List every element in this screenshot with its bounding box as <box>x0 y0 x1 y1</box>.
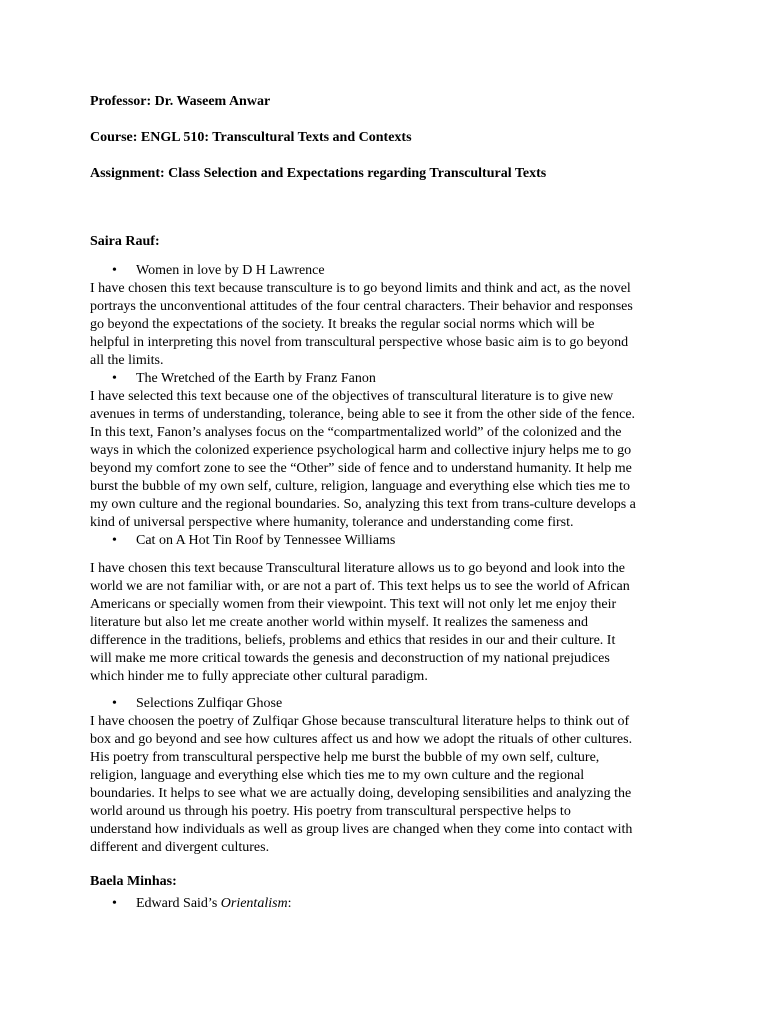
text-title-zulfiqar-ghose: Selections Zulfiqar Ghose <box>136 696 283 711</box>
paragraph-line: kind of universal perspective where humanity, tolerance and understanding come first. <box>90 515 574 530</box>
paragraph-line: religion, language and everything else which ties me to my own culture and the regional <box>90 768 585 783</box>
student-name-saira: Saira Rauf: <box>90 234 160 249</box>
text-title-cat-on-a-hot-tin-roof: Cat on A Hot Tin Roof by Tennessee Williams <box>136 533 396 548</box>
text-title-wretched-of-the-earth: The Wretched of the Earth by Franz Fanon <box>136 371 376 386</box>
student-name-baela: Baela Minhas: <box>90 874 177 889</box>
paragraph-line: burst the bubble of my own self, culture, religion, language and everything else which ties me to <box>90 479 631 494</box>
paragraph-line: Americans or specially women from their viewpoint. This text will not only let me enjoy their <box>90 597 617 612</box>
paragraph-line: boundaries. It helps to see what we are actually doing, developing sensibilities and analyzing the <box>90 786 632 801</box>
paragraph-cat-on-a-hot-tin-roof <box>90 560 682 686</box>
paragraph-line: different and divergent cultures. <box>90 840 270 855</box>
paragraph-line: In this text, Fanon’s analyses focus on the “compartmentalized world” of the colonized and the <box>90 425 622 440</box>
paragraph-line: will make me more critical towards the genesis and deconstruction of my national prejudices <box>90 651 610 666</box>
paragraph-women-in-love <box>90 280 682 370</box>
paragraph-line: understand how individuals as well as group lives are changed when they come into contact with <box>90 822 633 837</box>
bullet-marker: • <box>112 263 117 278</box>
bullet-marker: • <box>112 371 117 386</box>
paragraph-line: His poetry from transcultural perspective help me burst the bubble of my own self, culture, <box>90 750 600 765</box>
assignment-line: Assignment: Class Selection and Expectations regarding Transcultural Texts <box>90 166 547 181</box>
paragraph-line: ways in which the colonized experience psychological harm and collective injury helps me to go <box>90 443 632 458</box>
paragraph-line: world we are not familiar with, or are not a part of. This text helps us to see the world of African <box>90 579 630 594</box>
bullet-marker: • <box>112 696 117 711</box>
paragraph-line: beyond my comfort zone to see the “Other” side of fence and to understand humanity. It help me <box>90 461 632 476</box>
paragraph-line: my own culture and the regional boundaries. So, analyzing this text from trans-culture develops a <box>90 497 636 512</box>
professor-line: Professor: Dr. Waseem Anwar <box>90 94 271 109</box>
paragraph-line: I have choosen the poetry of Zulfiqar Ghose because transcultural literature helps to think out of <box>90 714 630 729</box>
bullet-marker: • <box>112 896 117 911</box>
paragraph-line: I have chosen this text because transculture is to go beyond limits and think and act, as the novel <box>90 281 631 296</box>
orientalism-title-italic: Orientalism <box>220 896 288 911</box>
paragraph-line: literature but also let me create another world within myself. It realizes the sameness and <box>90 615 588 630</box>
paragraph-line: go beyond the expectations of the society. It breaks the regular social norms which will be <box>90 317 595 332</box>
paragraph-wretched-of-the-earth <box>90 388 682 532</box>
paragraph-line: difference in the traditions, beliefs, problems and ethics that resides in our and their culture. It <box>90 633 616 648</box>
paragraph-line: portrays the unconventional attitudes of the four central characters. Their behavior and responses <box>90 299 633 314</box>
paragraph-line: world around us through his poetry. His poetry from transcultural perspective helps to <box>90 804 571 819</box>
paragraph-line: I have selected this text because one of the objectives of transcultural literature is to give new <box>90 389 614 404</box>
course-line: Course: ENGL 510: Transcultural Texts and Contexts <box>90 130 412 145</box>
paragraph-zulfiqar-ghose <box>90 713 682 857</box>
bullet-marker: • <box>112 533 117 548</box>
text-title-orientalism <box>136 895 292 913</box>
paragraph-line: which hinder me to fully appreciate other cultural paradigm. <box>90 669 428 684</box>
paragraph-line: all the limits. <box>90 353 164 368</box>
paragraph-line: helpful in interpreting this novel from transcultural perspective whose basic aim is to go beyond <box>90 335 629 350</box>
paragraph-line: box and go beyond and see how cultures affect us and how we adopt the rituals of other cultures. <box>90 732 633 747</box>
paragraph-line: I have chosen this text because Transcultural literature allows us to go beyond and look into the <box>90 561 625 576</box>
text-title-women-in-love: Women in love by D H Lawrence <box>136 263 325 278</box>
orientalism-title-suffix: : <box>287 896 292 911</box>
orientalism-title-prefix: Edward Said’s <box>136 896 221 911</box>
paragraph-line: avenues in terms of understanding, tolerance, being able to see it from the other side of the fence. <box>90 407 636 422</box>
